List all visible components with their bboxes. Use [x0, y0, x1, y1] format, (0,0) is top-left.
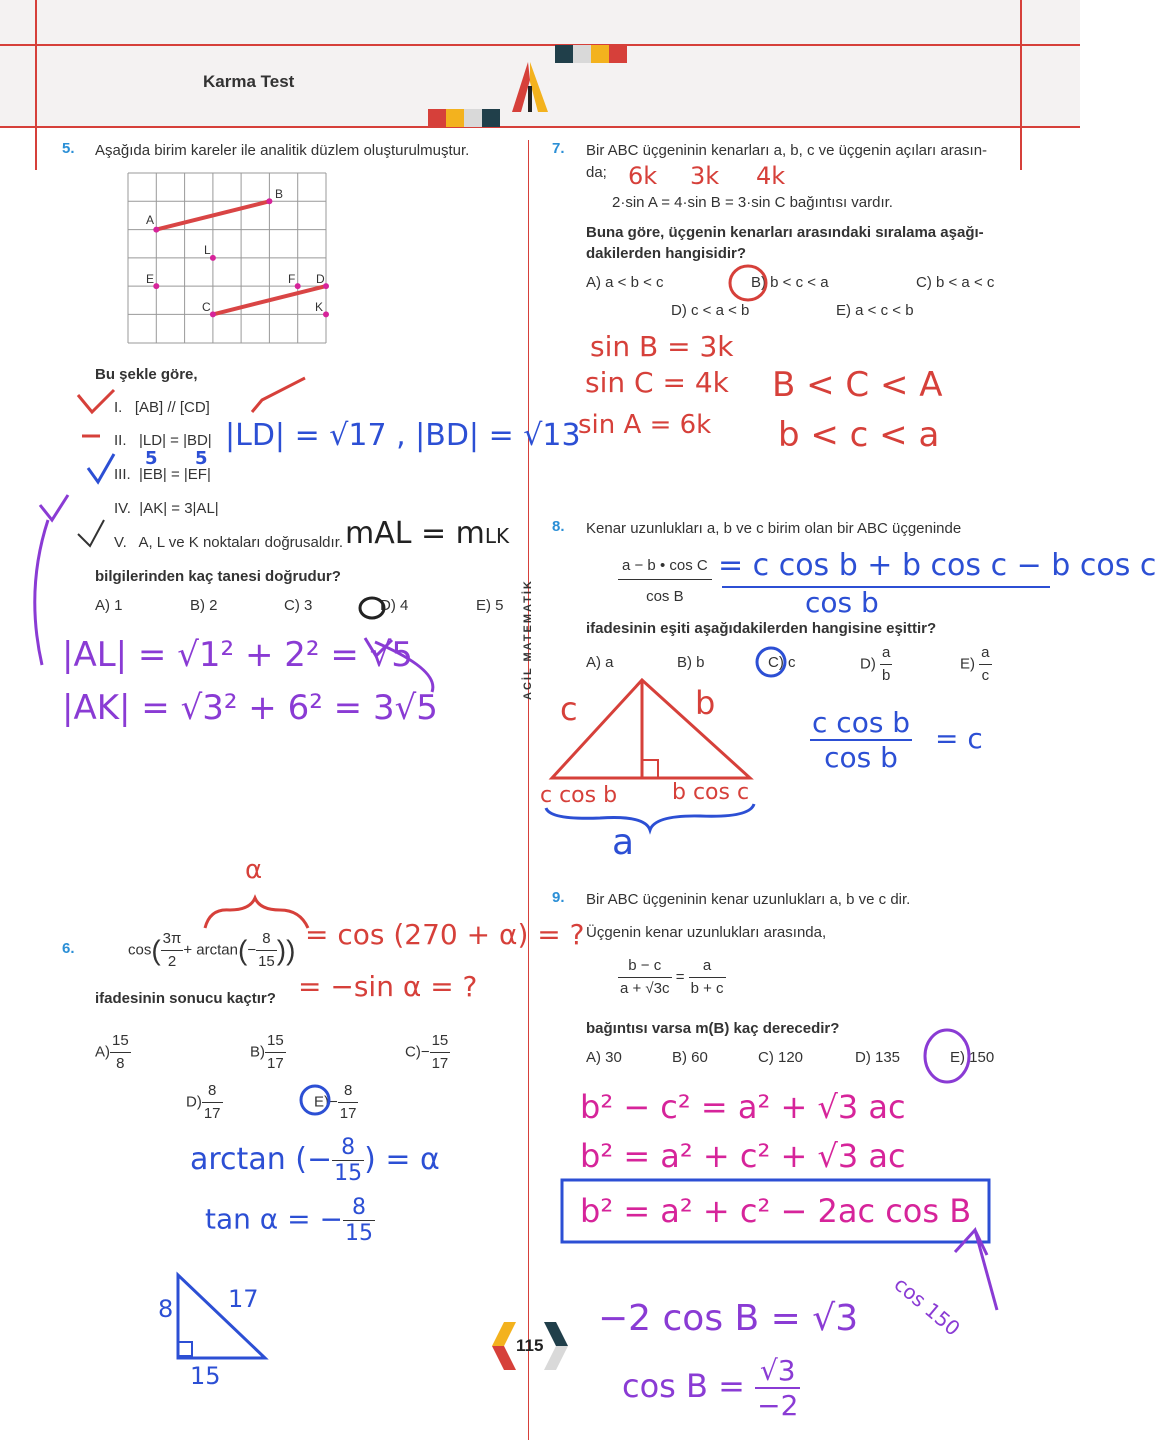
point-c-label: C — [202, 300, 211, 314]
q7-note-sides: b < c < a — [778, 415, 940, 455]
q9-question: bağıntısı varsa m(B) kaç derecedir? — [586, 1020, 840, 1037]
q6-option-a[interactable]: A) $\frac{15}{8}$ — [95, 1032, 129, 1072]
q5-item-2: II. |LD| = |BD| — [114, 432, 212, 449]
q9-text: Bir ABC üçgeninin kenar uzunlukları a, b ve c dir. — [586, 891, 911, 908]
q9-note-line4: −2 cos B = √3 — [598, 1298, 859, 1339]
q9-option-c[interactable]: C) 120 — [758, 1049, 804, 1066]
q8-marks — [540, 640, 800, 840]
q5-item-5: V. A, L ve K noktaları doğrusaldır. — [114, 534, 344, 551]
header-rule-bottom — [0, 126, 1080, 128]
q8-number: 8. — [552, 518, 565, 535]
q8-option-c[interactable]: C) c — [768, 654, 796, 671]
q6-note-sin: = −sin α = ? — [298, 970, 478, 1003]
point-d-label: D — [316, 272, 325, 286]
q9-marks — [555, 1020, 1015, 1340]
q8-note-b: b — [695, 684, 716, 722]
q8-note-den: cos b — [805, 586, 879, 619]
q8-fraction: $\frac{\text{a − b • cos C}}{\text{cos B}}$ — [618, 553, 712, 608]
q6-triangle-17: 17 — [228, 1285, 259, 1313]
q5-option-a[interactable]: A) 1 — [95, 597, 123, 614]
point-f-label: F — [288, 272, 296, 286]
q9-number: 9. — [552, 889, 565, 906]
q8-option-b[interactable]: B) b — [677, 654, 705, 671]
q8-text: Kenar uzunlukları a, b ve c birim olan bir ABC üçgeninde — [586, 520, 962, 537]
point-l-label: L — [204, 243, 211, 257]
q6-note-cos: = cos (270 + α) = ? — [305, 918, 585, 951]
q9-text-2: Üçgenin kenar uzunlukları arasında, — [586, 924, 827, 941]
q6-option-c[interactable]: C)− $\frac{15}{17}$ — [405, 1032, 449, 1072]
point-b-label: B — [275, 187, 284, 201]
q7-note-k3: 4k — [756, 162, 786, 190]
q6-note-alpha: α — [245, 855, 263, 885]
q7-text-2: da; — [586, 164, 607, 181]
q5-note-ak: |AK| = √3² + 6² = 3√5 — [62, 688, 438, 728]
column-divider — [528, 140, 529, 1440]
q6-expression: cos( $\frac{3\pi}{2}$ + arctan(− $\frac{8}{15}$ )) — [128, 930, 296, 970]
q7-note-k2: 3k — [690, 162, 720, 190]
q5-note-slope: mAL = mLK — [345, 516, 510, 551]
q7-note-sinb: sin B = 3k — [590, 330, 734, 363]
margin-line-left — [35, 0, 37, 170]
q5-note-al: |AL| = √1² + 2² = √5 — [62, 635, 413, 675]
color-blocks-top — [555, 45, 627, 63]
q8-note-c: c — [560, 690, 578, 728]
q8-note-eq: = c cos b + b cos c − b cos c — [718, 548, 1156, 583]
q6-note-tan: tan α = − $\frac{8}{15}$ — [205, 1195, 373, 1246]
q8-option-a[interactable]: A) a — [586, 654, 614, 671]
q6-option-e[interactable]: E)− $\frac{8}{17}$ — [314, 1082, 357, 1122]
q8-note-ccosb: c cos b — [540, 783, 618, 808]
point-e-label: E — [146, 272, 155, 286]
q8-option-d[interactable]: D) $\frac{a}{b}$ — [860, 644, 891, 684]
q5-question: bilgilerinden kaç tanesi doğrudur? — [95, 568, 341, 585]
q7-option-c[interactable]: C) b < a < c — [916, 274, 995, 291]
header-rule-top — [0, 44, 1080, 46]
q8-note-bcosc: b cos c — [672, 780, 750, 805]
q5-note-s2: 5 — [195, 448, 208, 469]
q6-triangle-8: 8 — [158, 1295, 174, 1323]
q7-note-k1: 6k — [628, 162, 658, 190]
q9-note-line5: cos B = $\frac{√3}{-2}$ — [622, 1354, 799, 1422]
q6-triangle-15: 15 — [190, 1362, 221, 1390]
logo-icon — [508, 62, 552, 114]
q7-option-d[interactable]: D) c < a < b — [671, 302, 750, 319]
q9-note-side: cos 150 — [889, 1272, 965, 1341]
q7-number: 7. — [552, 140, 565, 157]
q5-item-4: IV. |AK| = 3|AL| — [114, 500, 219, 517]
q9-option-b[interactable]: B) 60 — [672, 1049, 708, 1066]
q6-marks — [160, 890, 500, 1370]
q5-option-b[interactable]: B) 2 — [190, 597, 218, 614]
q7-question-2: dakilerden hangisidir? — [586, 245, 747, 262]
point-a-label: A — [146, 213, 155, 227]
q9-note-line3: b² = a² + c² − 2ac cos B — [580, 1192, 972, 1230]
q8-option-e[interactable]: E) $\frac{a}{c}$ — [960, 644, 990, 684]
q8-note-a: a — [612, 822, 635, 863]
q5-text: Aşağıda birim kareler ile analitik düzlem oluşturulmuştur. — [95, 142, 470, 159]
q7-note-sinc: sin C = 4k — [585, 366, 729, 399]
q7-option-b[interactable]: B) b < c < a — [751, 274, 829, 291]
page-number: 115 — [516, 1336, 544, 1355]
q6-option-d[interactable]: D) $\frac{8}{17}$ — [186, 1082, 221, 1122]
q5-grid — [120, 165, 340, 350]
q9-note-line1: b² − c² = a² + √3 ac — [580, 1088, 906, 1126]
q7-text-1: Bir ABC üçgeninin kenarları a, b, c ve üçgenin açıları arasın- — [586, 142, 988, 159]
q6-question: ifadesinin sonucu kaçtır? — [95, 990, 276, 1007]
q6-option-b[interactable]: B) $\frac{15}{17}$ — [250, 1032, 284, 1072]
q7-relation: 2·sin A = 4·sin B = 3·sin C bağıntısı vardır. — [612, 194, 893, 211]
q9-relation: $\frac{b - c}{a + √3c}$ = $\frac{a}{b + c}$ — [620, 957, 724, 997]
q7-marks — [720, 255, 780, 305]
q5-option-c[interactable]: C) 3 — [284, 597, 313, 614]
q7-note-angles: B < C < A — [772, 365, 943, 405]
q8-note-result: $\frac{\text{c cos b}}{\text{cos b}}$ = c — [812, 706, 983, 774]
q5-item-1: I. [AB] // [CD] — [114, 399, 210, 416]
q6-number: 6. — [62, 940, 75, 957]
q5-intro: Bu şekle göre, — [95, 366, 198, 383]
point-k-label: K — [315, 300, 324, 314]
q7-option-a[interactable]: A) a < b < c — [586, 274, 664, 291]
q5-note-s1: 5 — [145, 448, 158, 469]
margin-line-right — [1020, 0, 1022, 170]
q5-item-3: III. |EB| = |EF| — [114, 466, 211, 483]
q9-option-a[interactable]: A) 30 — [586, 1049, 622, 1066]
q9-option-e[interactable]: E) 150 — [950, 1049, 995, 1066]
q5-number: 5. — [62, 140, 75, 157]
q8-note-fracline — [722, 586, 1050, 588]
q5-note-ld-bd: |LD| = √17 , |BD| = √13 — [225, 418, 581, 453]
q6-note-arctan: arctan (− $\frac{8}{15}$ ) = α — [190, 1135, 440, 1186]
q7-note-sina: sin A = 6k — [578, 410, 712, 440]
side-label: ACİL MATEMATİK — [522, 579, 534, 700]
page-title: Karma Test — [203, 72, 295, 91]
color-blocks-bottom — [428, 109, 500, 127]
q5-option-d[interactable]: D) 4 — [380, 597, 409, 614]
q7-option-e[interactable]: E) a < c < b — [836, 302, 914, 319]
q5-option-e[interactable]: E) 5 — [476, 597, 504, 614]
q9-note-line2: b² = a² + c² + √3 ac — [580, 1137, 906, 1175]
q8-question: ifadesinin eşiti aşağıdakilerden hangisine eşittir? — [586, 620, 937, 637]
q9-option-d[interactable]: D) 135 — [855, 1049, 901, 1066]
q7-question-1: Buna göre, üçgenin kenarları arasındaki sıralama aşağı- — [586, 224, 984, 241]
